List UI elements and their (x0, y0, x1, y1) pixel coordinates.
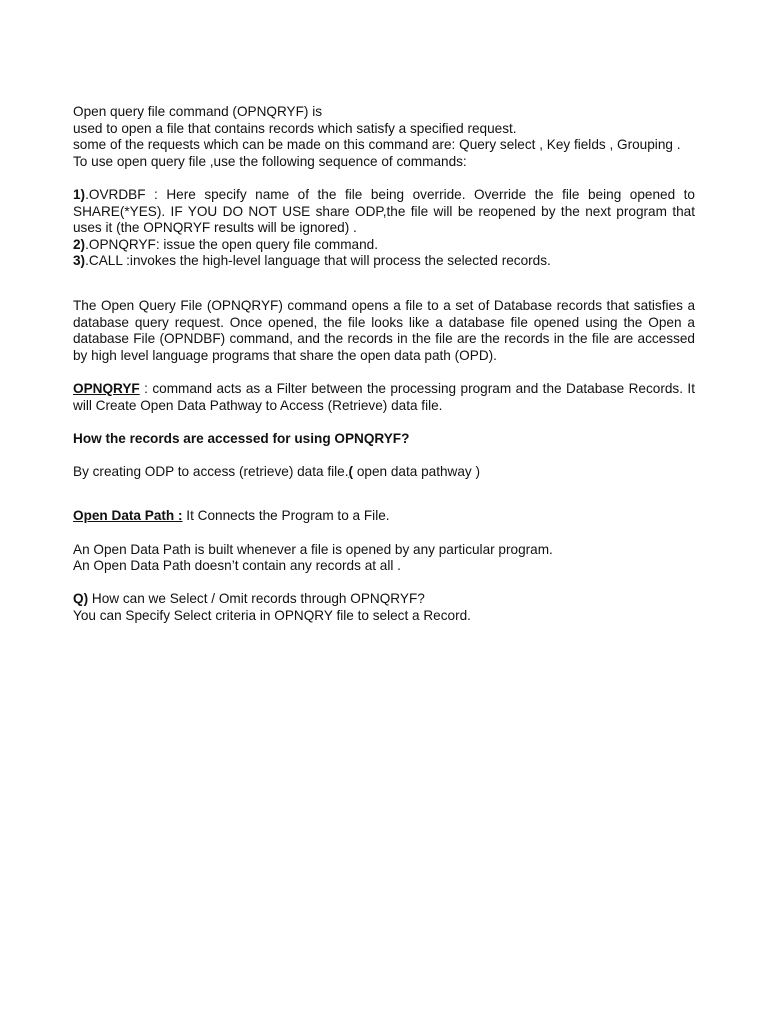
opnqryf-paragraph: The Open Query File (OPNQRYF) command opens a file to a set of Database records that satisfies a database query request. Once opened, the file looks like a database file opened using the Open a database File (OPNDBF) command, and the records in the file are the records in the file are accessed by high level language programs that share the open data path (OPD). (73, 297, 695, 363)
filter-term: OPNQRYF (73, 380, 140, 396)
question-line (73, 591, 695, 608)
question-heading: How the records are accessed for using OPNQRYF? (73, 430, 410, 446)
filter-paragraph (73, 381, 695, 414)
answer-bracket: ( (348, 463, 354, 479)
odp-term: Open Data Path : (73, 508, 183, 524)
odp-definition-text: It Connects the Program to a File. (182, 508, 390, 524)
answer-line (73, 464, 695, 481)
answer-text-tail: open data pathway ) (353, 463, 481, 479)
question-label: Q) (73, 591, 89, 607)
step-number: 2) (73, 236, 86, 252)
intro-line: Open query file command (OPNQRYF) is (73, 104, 323, 119)
question-text: How can we Select / Omit records through OPNQRYF? (88, 591, 425, 607)
document-body (73, 104, 695, 625)
answer-text-line: You can Specify Select criteria in OPNQRY file to select a Record. (73, 608, 471, 624)
intro-line: some of the requests which can be made on this command are: Query select , Key fields , Grouping . (73, 137, 681, 153)
intro-line: used to open a file that contains records which satisfy a specified request. (73, 120, 517, 136)
step-text: .OVRDBF : Here specify name of the file being override. Override the file being opened to SHARE(*YES). IF YOU DO NOT USE share ODP,the file will be reopened by the next program that uses it (the OPNQRYF results will be ignored) . (73, 186, 695, 236)
step-number: 3) (73, 253, 86, 269)
odp-line: An Open Data Path is built whenever a file is opened by any particular program. (73, 541, 553, 557)
step-item (73, 187, 695, 237)
step-number: 1) (73, 186, 86, 202)
step-text: .OPNQRYF: issue the open query file command. (85, 236, 378, 252)
step-item (73, 253, 695, 270)
answer-text: By creating ODP to access (retrieve) data file. (73, 463, 349, 479)
odp-line: An Open Data Path doesn’t contain any records at all . (73, 558, 401, 574)
step-text: .CALL :invokes the high-level language that will process the selected records. (85, 253, 551, 269)
intro-line: To use open query file ,use the following sequence of commands: (73, 153, 467, 169)
odp-definition (73, 508, 695, 525)
step-item (73, 237, 695, 254)
filter-text: : command acts as a Filter between the processing program and the Database Records. It will Create Open Data Pathway to Access (Retrieve) data file. (73, 380, 695, 413)
